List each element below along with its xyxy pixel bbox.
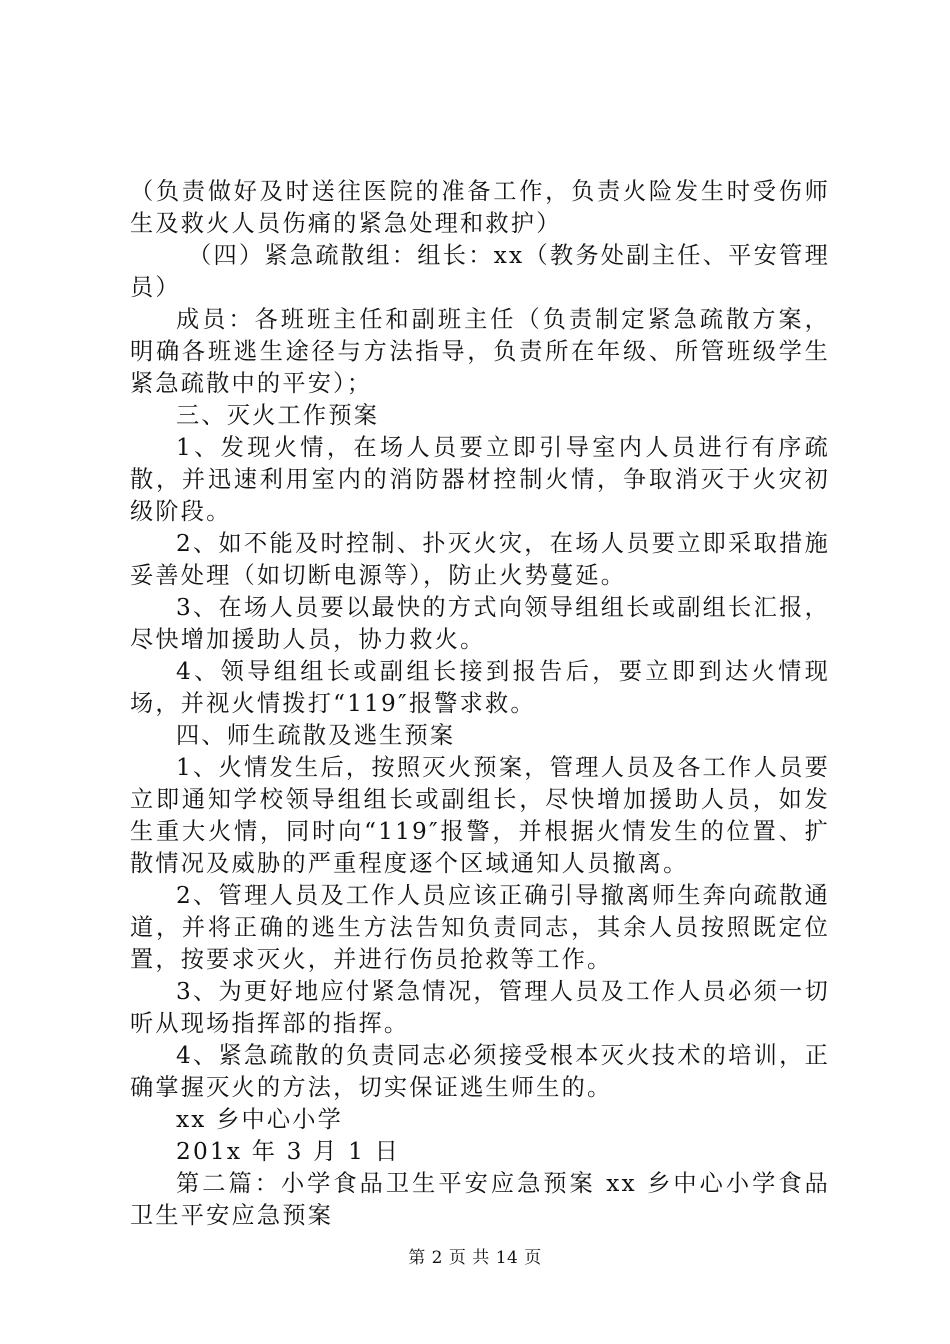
heading-chapter-two: 第二篇：小学食品卫生平安应急预案 xx 乡中心小学食品卫生平安应急预案	[130, 1170, 830, 1229]
heading-evacuation-plan: 四、师生疏散及逃生预案	[176, 722, 456, 749]
paragraph-evac-step-3: 3、为更好地应付紧急情况，管理人员及工作人员必须一切听从现场指挥部的指挥。	[130, 978, 830, 1037]
paragraph-evac-step-4: 4、紧急疏散的负责同志必须接受根本灭火技术的培训，正确掌握灭火的方法，切实保证逃生师生的。	[130, 1042, 830, 1101]
paragraph-evacuation-members: 成员：各班班主任和副班主任（负责制定紧急疏散方案，明确各班逃生途径与方法指导，负责所在年级、所管班级学生紧急疏散中的平安）；	[130, 306, 830, 397]
paragraph-evac-step-1: 1、火情发生后，按照灭火预案，管理人员及各工作人员要立即通知学校领导组组长或副组长，尽快增加援助人员，如发生重大火情，同时向“119″报警，并根据火情发生的位置、扩散情况及威胁的严重程度逐个区域通知人员撤离。	[130, 754, 830, 877]
paragraph-medical-duty: （负责做好及时送往医院的准备工作，负责火险发生时受伤师生及救火人员伤痛的紧急处理和救护）	[130, 178, 830, 237]
paragraph-fire-step-4: 4、领导组组长或副组长接到报告后，要立即到达火情现场，并视火情拨打“119″报警求救。	[130, 658, 830, 717]
paragraph-evacuation-group: （四）紧急疏散组：组长：xx（教务处副主任、平安管理员）	[130, 242, 830, 301]
page-number-footer: 第 2 页 共 14 页	[408, 1248, 542, 1268]
signature-date: 201x 年 3 月 1 日	[176, 1138, 401, 1165]
paragraph-fire-step-1: 1、发现火情，在场人员要立即引导室内人员进行有序疏散，并迅速利用室内的消防器材控制火情，争取消灭于火灾初级阶段。	[130, 434, 830, 525]
paragraph-fire-step-2: 2、如不能及时控制、扑灭火灾，在场人员要立即采取措施妥善处理（如切断电源等），防止火势蔓延。	[130, 530, 830, 589]
signature-school: xx 乡中心小学	[176, 1106, 344, 1133]
heading-firefighting-plan: 三、灭火工作预案	[176, 402, 380, 429]
paragraph-evac-step-2: 2、管理人员及工作人员应该正确引导撤离师生奔向疏散通道，并将正确的逃生方法告知负责同志，其余人员按照既定位置，按要求灭火，并进行伤员抢救等工作。	[130, 882, 830, 973]
document-body	[130, 176, 830, 1232]
paragraph-fire-step-3: 3、在场人员要以最快的方式向领导组组长或副组长汇报，尽快增加援助人员，协力救火。	[130, 594, 830, 653]
